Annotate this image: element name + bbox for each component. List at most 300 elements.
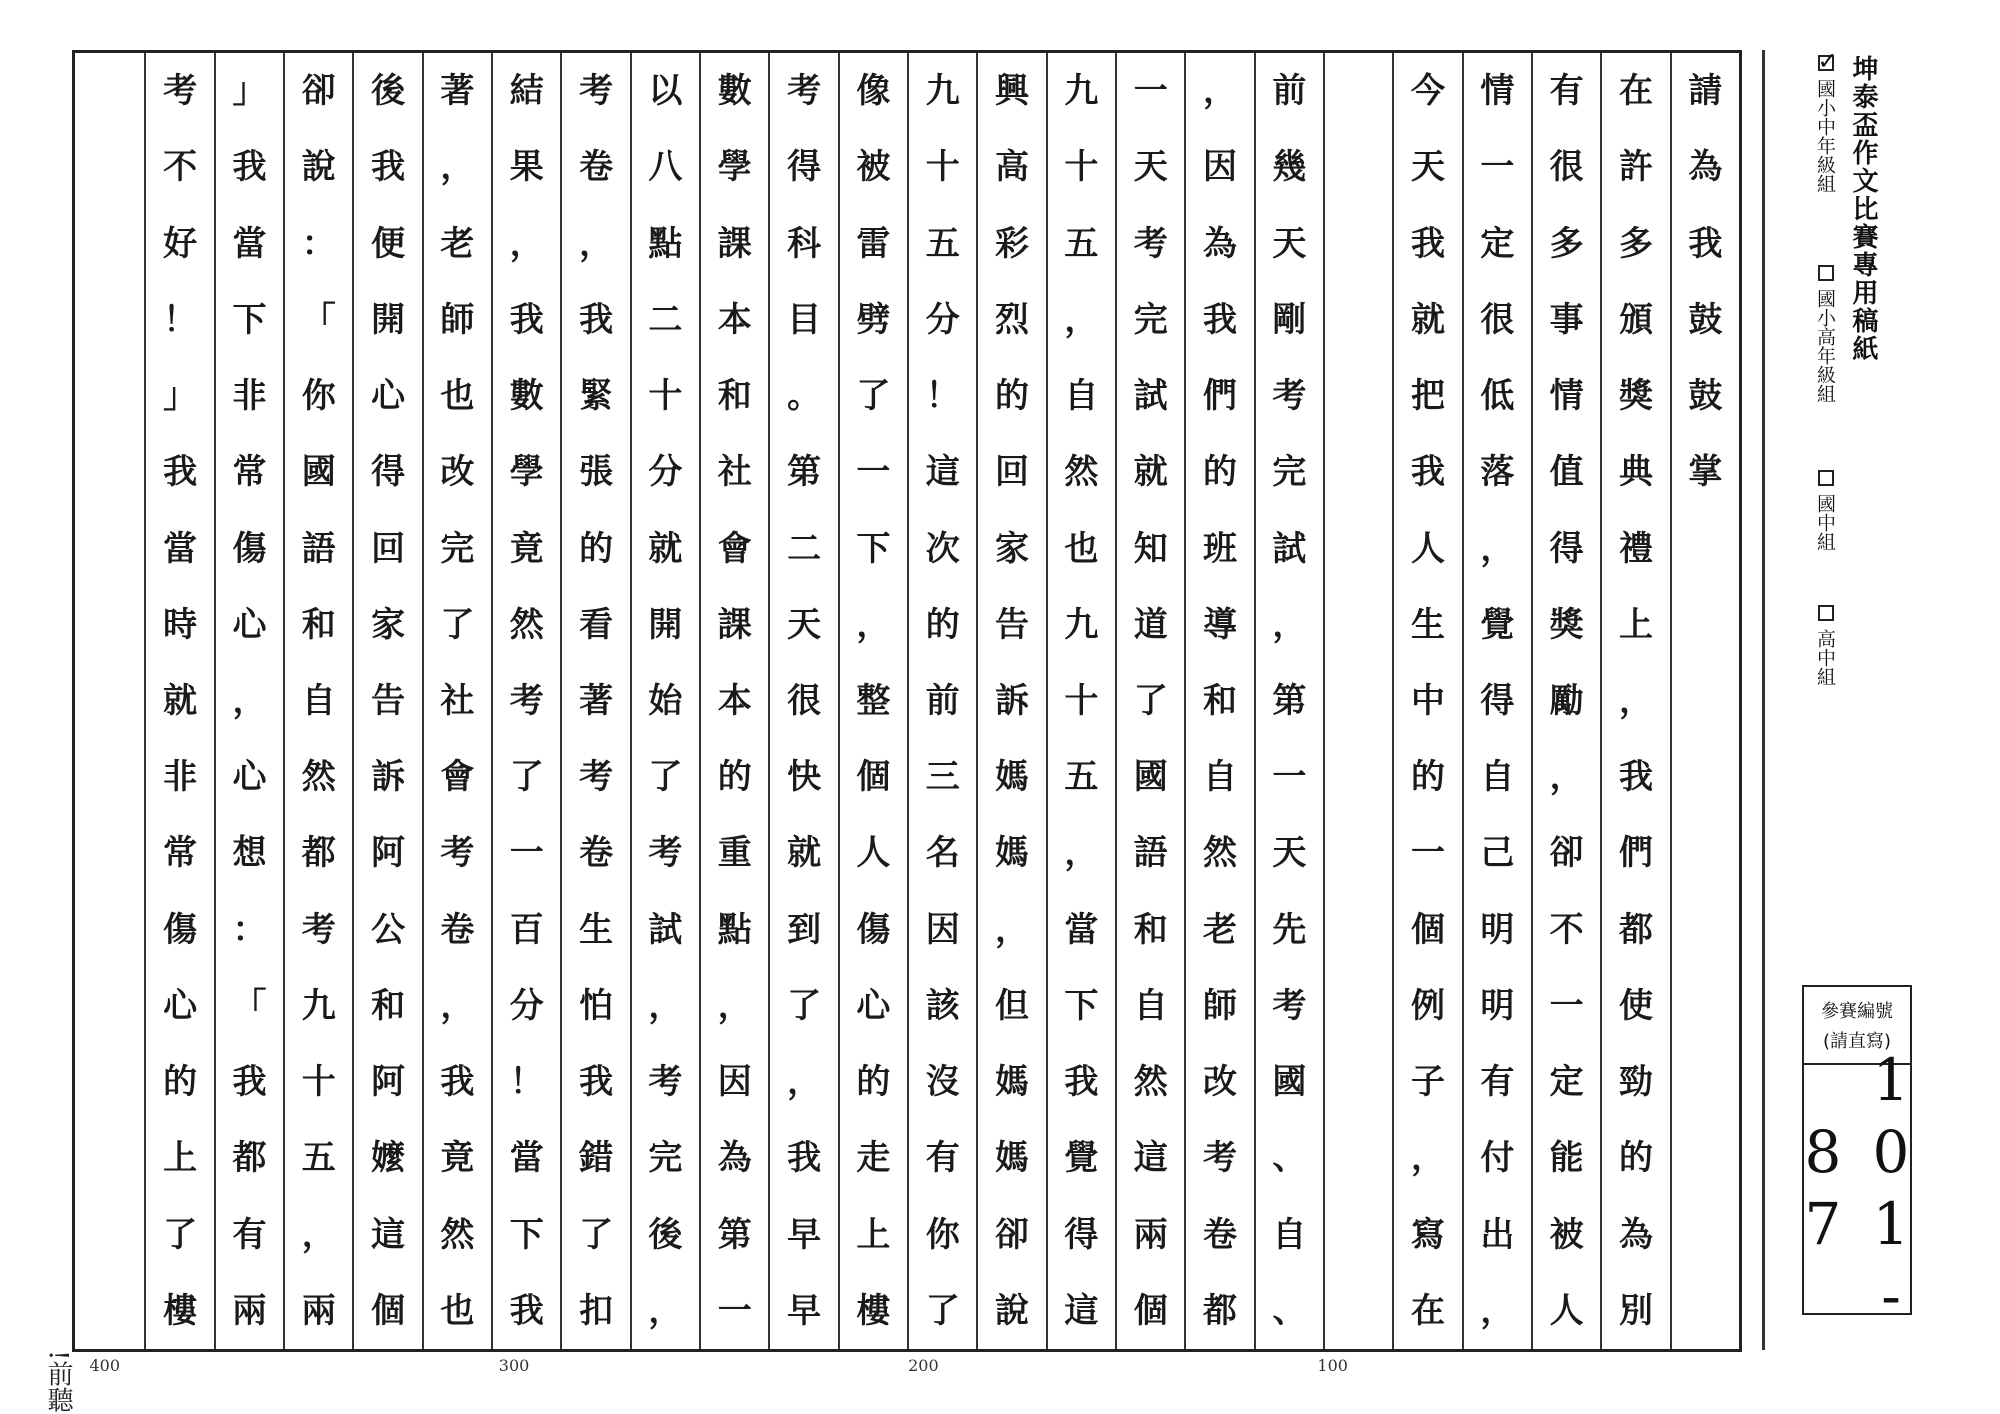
grid-cell: 一 bbox=[1133, 71, 1168, 112]
grid-cell: 常 bbox=[163, 833, 198, 874]
grid-cell: 到 bbox=[787, 909, 822, 950]
grid-cell: 的 bbox=[925, 604, 960, 645]
grid-cell: 好 bbox=[163, 223, 198, 264]
grid-column bbox=[699, 53, 768, 1349]
grid-cell: 開 bbox=[648, 604, 683, 645]
grid-cell: 會 bbox=[717, 528, 752, 569]
group-option-senior-high[interactable] bbox=[1812, 605, 1839, 686]
grid-cell: 我 bbox=[163, 452, 198, 493]
grid-cell bbox=[75, 739, 144, 815]
grid-cell: 因 bbox=[717, 1062, 752, 1103]
grid-column bbox=[1392, 53, 1461, 1349]
grid-cell: 值 bbox=[1549, 452, 1584, 493]
grid-cell bbox=[75, 1197, 144, 1273]
grid-cell: 考 bbox=[1272, 376, 1307, 417]
grid-cell: 非 bbox=[232, 376, 267, 417]
grid-cell: 天 bbox=[1272, 833, 1307, 874]
grid-cell: 心 bbox=[163, 985, 198, 1026]
grid-cell: 公 bbox=[371, 909, 406, 950]
grid-cell: 完 bbox=[1133, 299, 1168, 340]
grid-cell: 知 bbox=[1133, 528, 1168, 569]
grid-cell: 的 bbox=[1203, 452, 1238, 493]
grid-cell: 阿 bbox=[371, 833, 406, 874]
grid-cell: 我 bbox=[1203, 299, 1238, 340]
grid-column bbox=[630, 53, 699, 1349]
grid-cell bbox=[75, 968, 144, 1044]
grid-cell: 考 bbox=[1272, 985, 1307, 1026]
grid-column bbox=[491, 53, 560, 1349]
grid-cell bbox=[1672, 1273, 1739, 1349]
grid-cell: 人 bbox=[1549, 1290, 1584, 1331]
grid-cell: 和 bbox=[1203, 680, 1238, 721]
checkbox-checked-icon[interactable] bbox=[1818, 55, 1834, 71]
grid-cell: 然 bbox=[1064, 452, 1099, 493]
grid-cell: 我 bbox=[371, 147, 406, 188]
group-option-upper-elementary[interactable] bbox=[1812, 265, 1839, 403]
grid-cell: 當 bbox=[1064, 909, 1099, 950]
grid-cell bbox=[1325, 53, 1392, 129]
grid-cell bbox=[1325, 358, 1392, 434]
grid-cell: 結 bbox=[509, 71, 544, 112]
entry-number-value: 101-87 bbox=[1789, 1046, 1925, 1334]
grid-cell: 常 bbox=[232, 452, 267, 493]
grid-cell: 獎 bbox=[1619, 376, 1653, 417]
grid-cell: 們 bbox=[1203, 376, 1238, 417]
grid-cell: 班 bbox=[1203, 528, 1238, 569]
grid-cell: 九 bbox=[1064, 71, 1099, 112]
grid-cell: 剛 bbox=[1272, 299, 1307, 340]
grid-cell: 試 bbox=[1272, 528, 1307, 569]
grid-cell: 、 bbox=[1272, 1290, 1307, 1331]
grid-cell: 時 bbox=[163, 604, 198, 645]
grid-cell: 彩 bbox=[995, 223, 1030, 264]
group-label: 高中組 bbox=[1814, 629, 1836, 686]
grid-cell: ， bbox=[232, 680, 267, 721]
grid-cell: 使 bbox=[1619, 985, 1653, 1026]
grid-cell: 扣 bbox=[579, 1290, 614, 1331]
grid-cell: 這 bbox=[1133, 1138, 1168, 1179]
grid-cell: 沒 bbox=[925, 1062, 960, 1103]
grid-cell: 回 bbox=[995, 452, 1030, 493]
grid-cell: 家 bbox=[371, 604, 406, 645]
ruler-tick-label: 200 bbox=[908, 1356, 939, 1375]
grid-cell: 有 bbox=[1480, 1062, 1515, 1103]
grid-cell: 第 bbox=[787, 452, 822, 493]
grid-cell: 二 bbox=[648, 299, 683, 340]
grid-cell: 考 bbox=[509, 680, 544, 721]
grid-cell: 數 bbox=[717, 71, 752, 112]
grid-cell: 很 bbox=[1480, 299, 1515, 340]
grid-cell: 你 bbox=[301, 376, 336, 417]
grid-cell: 把 bbox=[1411, 376, 1446, 417]
grid-cell: 和 bbox=[301, 604, 336, 645]
grid-cell: 然 bbox=[1203, 833, 1238, 874]
grid-cell: 十 bbox=[925, 147, 960, 188]
grid-cell: 課 bbox=[717, 223, 752, 264]
grid-cell: 劈 bbox=[856, 299, 891, 340]
grid-cell: 被 bbox=[856, 147, 891, 188]
ruler-tick-label: 400 bbox=[89, 1356, 121, 1375]
grid-cell: 就 bbox=[1411, 299, 1446, 340]
grid-cell: 「 bbox=[301, 299, 336, 340]
grid-cell: 定 bbox=[1480, 223, 1515, 264]
grid-cell: 我 bbox=[1411, 223, 1446, 264]
grid-cell: 始 bbox=[648, 680, 683, 721]
grid-cell: 卷 bbox=[579, 833, 614, 874]
grid-cell: 改 bbox=[440, 452, 475, 493]
grid-cell: 考 bbox=[648, 833, 683, 874]
checkbox-icon[interactable] bbox=[1818, 605, 1834, 621]
grid-cell bbox=[75, 663, 144, 739]
grid-cell: 下 bbox=[1064, 985, 1099, 1026]
grid-cell bbox=[75, 282, 144, 358]
grid-cell: ， bbox=[1064, 833, 1099, 874]
grid-cell: 媽 bbox=[995, 1138, 1030, 1179]
grid-cell: 說 bbox=[995, 1290, 1030, 1331]
grid-cell: 和 bbox=[1133, 909, 1168, 950]
grid-cell: ， bbox=[1619, 680, 1653, 721]
grid-cell: 傷 bbox=[163, 909, 198, 950]
grid-cell: 勁 bbox=[1619, 1062, 1653, 1103]
grid-column bbox=[144, 53, 213, 1349]
grid-cell: 勵 bbox=[1549, 680, 1584, 721]
grid-cell: 緊 bbox=[579, 376, 614, 417]
grid-cell: 的 bbox=[579, 528, 614, 569]
grid-cell: 個 bbox=[1133, 1290, 1168, 1331]
grid-cell: 天 bbox=[787, 604, 822, 645]
grid-cell: 也 bbox=[440, 1290, 475, 1331]
grid-cell: 了 bbox=[925, 1290, 960, 1331]
grid-cell: 不 bbox=[1549, 909, 1584, 950]
grid-cell: 下 bbox=[509, 1214, 544, 1255]
grid-cell: 這 bbox=[925, 452, 960, 493]
grid-cell: 先 bbox=[1272, 909, 1307, 950]
grid-cell: 考 bbox=[1133, 223, 1168, 264]
grid-cell: 了 bbox=[163, 1214, 198, 1255]
grid-cell: 嬤 bbox=[371, 1138, 406, 1179]
grid-cell: 能 bbox=[1549, 1138, 1584, 1179]
grid-cell: 社 bbox=[440, 680, 475, 721]
grid-cell: ， bbox=[440, 147, 475, 188]
grid-cell: 我 bbox=[1619, 757, 1653, 798]
grid-cell: 目 bbox=[787, 299, 822, 340]
grid-cell: 我 bbox=[509, 299, 544, 340]
margin-scribble: !前聽 bbox=[43, 1350, 73, 1413]
grid-cell: ， bbox=[995, 909, 1030, 950]
grid-cell: 上 bbox=[1619, 604, 1653, 645]
grid-cell: 五 bbox=[1064, 223, 1099, 264]
grid-cell: 媽 bbox=[995, 1062, 1030, 1103]
grid-cell: 告 bbox=[371, 680, 406, 721]
grid-cell: 心 bbox=[232, 757, 267, 798]
grid-cell: 鼓 bbox=[1688, 299, 1723, 340]
grid-cell: 得 bbox=[787, 147, 822, 188]
grid-cell: 傷 bbox=[232, 528, 267, 569]
grid-cell: 了 bbox=[579, 1214, 614, 1255]
grid-cell: 就 bbox=[787, 833, 822, 874]
grid-cell: ， bbox=[509, 223, 544, 264]
grid-cell: 也 bbox=[440, 376, 475, 417]
grid-cell: 五 bbox=[1064, 757, 1099, 798]
grid-cell: 為 bbox=[1688, 147, 1723, 188]
grid-cell: 樓 bbox=[856, 1290, 891, 1331]
grid-cell: 生 bbox=[579, 909, 614, 950]
grid-cell bbox=[1325, 510, 1392, 586]
grid-cell: 了 bbox=[648, 757, 683, 798]
grid-cell: 第 bbox=[717, 1214, 752, 1255]
grid-cell: ， bbox=[1203, 71, 1238, 112]
grid-cell: 導 bbox=[1203, 604, 1238, 645]
grid-cell: 自 bbox=[301, 680, 336, 721]
grid-cell: 怕 bbox=[579, 985, 614, 1026]
grid-cell bbox=[75, 815, 144, 891]
grid-cell: 學 bbox=[717, 147, 752, 188]
group-option-middle-elementary[interactable] bbox=[1812, 55, 1839, 193]
grid-cell: 考 bbox=[301, 909, 336, 950]
grid-cell: 師 bbox=[440, 299, 475, 340]
grid-cell: ： bbox=[232, 909, 267, 950]
grid-cell: ！ bbox=[163, 299, 198, 340]
grid-cell: 明 bbox=[1480, 909, 1515, 950]
grid-cell: 幾 bbox=[1272, 147, 1307, 188]
grid-cell: 覺 bbox=[1480, 604, 1515, 645]
grid-cell: 卻 bbox=[995, 1214, 1030, 1255]
grid-cell: 完 bbox=[440, 528, 475, 569]
grid-cell: 五 bbox=[301, 1138, 336, 1179]
grid-cell: 二 bbox=[787, 528, 822, 569]
grid-column bbox=[1600, 53, 1669, 1349]
grid-cell: 雷 bbox=[856, 223, 891, 264]
grid-cell: 當 bbox=[163, 528, 198, 569]
grid-cell bbox=[75, 205, 144, 281]
grid-cell: ： bbox=[301, 223, 336, 264]
grid-cell: 兩 bbox=[1133, 1214, 1168, 1255]
grid-cell: 一 bbox=[1480, 147, 1515, 188]
grid-cell: 完 bbox=[648, 1138, 683, 1179]
grid-column bbox=[976, 53, 1045, 1349]
grid-cell: 像 bbox=[856, 71, 891, 112]
grid-cell: 寫 bbox=[1411, 1214, 1446, 1255]
grid-cell: 考 bbox=[787, 71, 822, 112]
grid-cell: ， bbox=[1480, 1290, 1515, 1331]
grid-cell: 當 bbox=[232, 223, 267, 264]
grid-cell: 得 bbox=[371, 452, 406, 493]
grid-cell: 我 bbox=[232, 147, 267, 188]
checkbox-icon[interactable] bbox=[1818, 265, 1834, 281]
grid-cell: 人 bbox=[856, 833, 891, 874]
grid-cell: 被 bbox=[1549, 1214, 1584, 1255]
grid-cell: 中 bbox=[1411, 680, 1446, 721]
grid-cell: 科 bbox=[787, 223, 822, 264]
grid-cell: ， bbox=[648, 1290, 683, 1331]
grid-cell: 在 bbox=[1411, 1290, 1446, 1331]
group-option-junior-high[interactable] bbox=[1812, 470, 1839, 551]
grid-cell bbox=[1325, 205, 1392, 281]
grid-column bbox=[1670, 53, 1739, 1349]
grid-cell: 都 bbox=[301, 833, 336, 874]
grid-cell bbox=[1325, 892, 1392, 968]
grid-cell: 該 bbox=[925, 985, 960, 1026]
grid-column bbox=[352, 53, 421, 1349]
grid-cell: 生 bbox=[1411, 604, 1446, 645]
grid-cell: 自 bbox=[1203, 757, 1238, 798]
grid-cell: 我 bbox=[232, 1062, 267, 1103]
grid-cell: 國 bbox=[1133, 757, 1168, 798]
entry-label-line1: 參賽編號 bbox=[1821, 1001, 1893, 1022]
grid-cell bbox=[75, 129, 144, 205]
grid-cell bbox=[1325, 129, 1392, 205]
grid-column bbox=[838, 53, 907, 1349]
grid-cell: 本 bbox=[717, 680, 752, 721]
grid-cell: 十 bbox=[648, 376, 683, 417]
grid-cell: 有 bbox=[1549, 71, 1584, 112]
grid-cell: 的 bbox=[995, 376, 1030, 417]
grid-cell: 為 bbox=[1619, 1214, 1653, 1255]
grid-cell: 看 bbox=[579, 604, 614, 645]
writing-grid bbox=[72, 50, 1742, 1352]
checkbox-icon[interactable] bbox=[1818, 470, 1834, 486]
grid-cell: 九 bbox=[925, 71, 960, 112]
group-label: 國小高年級組 bbox=[1814, 289, 1836, 403]
grid-cell: 禮 bbox=[1619, 528, 1653, 569]
grid-cell: 卻 bbox=[1549, 833, 1584, 874]
grid-cell: 都 bbox=[1619, 909, 1653, 950]
grid-cell bbox=[1672, 1120, 1739, 1196]
ruler-tick-label: 100 bbox=[1317, 1356, 1348, 1375]
grid-cell: 今 bbox=[1411, 71, 1446, 112]
grid-cell: 竟 bbox=[509, 528, 544, 569]
grid-cell: 低 bbox=[1480, 376, 1515, 417]
grid-cell: 得 bbox=[1480, 680, 1515, 721]
grid-cell: 情 bbox=[1480, 71, 1515, 112]
grid-cell: 訴 bbox=[995, 680, 1030, 721]
grid-cell: 子 bbox=[1411, 1062, 1446, 1103]
grid-cell: 例 bbox=[1411, 985, 1446, 1026]
grid-cell: 整 bbox=[856, 680, 891, 721]
grid-cell: 然 bbox=[440, 1214, 475, 1255]
grid-cell: 社 bbox=[717, 452, 752, 493]
grid-ruler bbox=[72, 1352, 1742, 1382]
grid-cell: 我 bbox=[579, 299, 614, 340]
grid-cell: 考 bbox=[648, 1062, 683, 1103]
grid-cell bbox=[1325, 587, 1392, 663]
grid-cell: 五 bbox=[925, 223, 960, 264]
grid-cell: 回 bbox=[371, 528, 406, 569]
grid-cell bbox=[1325, 815, 1392, 891]
grid-cell: 多 bbox=[1549, 223, 1584, 264]
grid-cell bbox=[1325, 968, 1392, 1044]
grid-cell: 因 bbox=[925, 909, 960, 950]
grid-cell: 鼓 bbox=[1688, 376, 1723, 417]
grid-cell: 語 bbox=[301, 528, 336, 569]
grid-cell: 學 bbox=[509, 452, 544, 493]
grid-cell: 十 bbox=[1064, 147, 1099, 188]
grid-cell: 我 bbox=[509, 1290, 544, 1331]
grid-cell: 著 bbox=[440, 71, 475, 112]
grid-cell: 我 bbox=[787, 1138, 822, 1179]
grid-cell: ， bbox=[856, 604, 891, 645]
grid-cell: 然 bbox=[509, 604, 544, 645]
entry-number-box bbox=[1789, 985, 1925, 1334]
grid-cell: 卷 bbox=[1203, 1214, 1238, 1255]
grid-cell: 試 bbox=[1133, 376, 1168, 417]
grid-column bbox=[75, 53, 144, 1349]
grid-cell: 我 bbox=[440, 1062, 475, 1103]
grid-cell: 考 bbox=[1203, 1138, 1238, 1179]
grid-cell: 得 bbox=[1549, 528, 1584, 569]
grid-cell: ， bbox=[301, 1214, 336, 1255]
contest-title: 坤泰盃作文比賽專用稿紙 bbox=[1848, 55, 1878, 363]
grid-cell: 老 bbox=[1203, 909, 1238, 950]
grid-cell: 了 bbox=[856, 376, 891, 417]
grid-cell: 你 bbox=[925, 1214, 960, 1255]
grid-cell: 想 bbox=[232, 833, 267, 874]
grid-cell: 語 bbox=[1133, 833, 1168, 874]
grid-cell: 覺 bbox=[1064, 1138, 1099, 1179]
grid-cell: 別 bbox=[1619, 1290, 1653, 1331]
grid-cell: 訴 bbox=[371, 757, 406, 798]
grid-cell: 上 bbox=[163, 1138, 198, 1179]
grid-cell: 都 bbox=[232, 1138, 267, 1179]
grid-cell: 樓 bbox=[163, 1290, 198, 1331]
grid-cell: 付 bbox=[1480, 1138, 1515, 1179]
grid-cell: 一 bbox=[717, 1290, 752, 1331]
grid-cell: 了 bbox=[509, 757, 544, 798]
grid-cell: 前 bbox=[1272, 71, 1307, 112]
grid-cell: 心 bbox=[856, 985, 891, 1026]
grid-cell bbox=[75, 434, 144, 510]
grid-cell: 第 bbox=[1272, 680, 1307, 721]
grid-cell: 天 bbox=[1272, 223, 1307, 264]
grid-cell: 點 bbox=[717, 909, 752, 950]
grid-column bbox=[1531, 53, 1600, 1349]
grid-cell bbox=[75, 1044, 144, 1120]
grid-cell bbox=[1325, 663, 1392, 739]
grid-cell: 當 bbox=[509, 1138, 544, 1179]
grid-cell: 然 bbox=[301, 757, 336, 798]
grid-cell: 因 bbox=[1203, 147, 1238, 188]
grid-cell: 心 bbox=[371, 376, 406, 417]
grid-cell: 考 bbox=[579, 71, 614, 112]
grid-cell: 考 bbox=[440, 833, 475, 874]
grid-cell bbox=[75, 358, 144, 434]
grid-column bbox=[1323, 53, 1392, 1349]
grid-cell: 個 bbox=[856, 757, 891, 798]
grid-cell: 為 bbox=[717, 1138, 752, 1179]
grid-column bbox=[1046, 53, 1115, 1349]
grid-cell: 開 bbox=[371, 299, 406, 340]
grid-cell: 情 bbox=[1549, 376, 1584, 417]
grid-column bbox=[768, 53, 837, 1349]
grid-cell: 高 bbox=[995, 147, 1030, 188]
grid-cell: ！ bbox=[509, 1062, 544, 1103]
grid-cell: 竟 bbox=[440, 1138, 475, 1179]
grid-cell bbox=[1672, 892, 1739, 968]
grid-cell: 個 bbox=[371, 1290, 406, 1331]
grid-cell: 然 bbox=[1133, 1062, 1168, 1103]
grid-cell: 九 bbox=[301, 985, 336, 1026]
grid-column bbox=[283, 53, 352, 1349]
grid-cell: 說 bbox=[301, 147, 336, 188]
grid-cell: 自 bbox=[1064, 376, 1099, 417]
grid-cell bbox=[1325, 1273, 1392, 1349]
grid-cell: 也 bbox=[1064, 528, 1099, 569]
group-label: 國小中年級組 bbox=[1814, 79, 1836, 193]
grid-cell: ， bbox=[717, 985, 752, 1026]
grid-cell: 快 bbox=[787, 757, 822, 798]
grid-cell: 天 bbox=[1133, 147, 1168, 188]
grid-cell: 早 bbox=[787, 1214, 822, 1255]
